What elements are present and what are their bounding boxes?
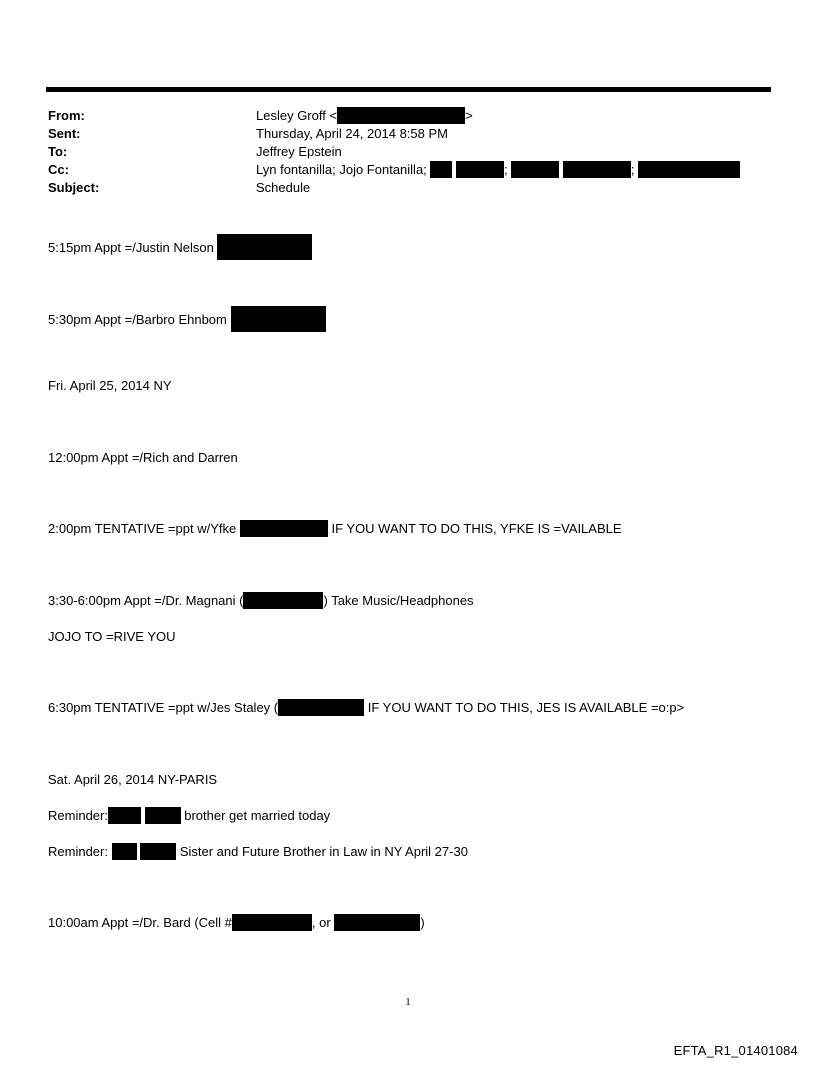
to-value: Jeffrey Epstein — [256, 144, 342, 159]
redaction-box — [140, 843, 176, 860]
line-text: Sister and Future Brother in Law in NY April 27-30 — [179, 844, 468, 859]
line-text: 10:00am Appt =/Dr. Bard (Cell # — [48, 915, 232, 930]
body-line — [48, 699, 684, 717]
sent-value: Thursday, April 24, 2014 8:58 PM — [256, 126, 448, 141]
line-text: 5:30pm Appt =/Barbro Ehnbom — [48, 312, 227, 327]
from-label: From: — [48, 108, 85, 123]
body-line — [48, 807, 330, 825]
redaction-box — [145, 807, 181, 824]
redaction-box — [334, 914, 420, 931]
to-label: To: — [48, 144, 68, 159]
body-line: Sat. April 26, 2014 NY-PARIS — [48, 772, 218, 787]
line-text: 5:15pm Appt =/Justin Nelson — [48, 240, 214, 255]
redaction-box — [232, 914, 312, 931]
line-text: IF YOU WANT TO DO THIS, JES IS AVAILABLE =o:p> — [367, 700, 685, 715]
redaction-box — [217, 234, 312, 260]
line-text: Reminder: — [48, 808, 108, 823]
redaction-box — [511, 161, 559, 178]
document-id: EFTA_R1_01401084 — [673, 1043, 798, 1058]
header-rule — [46, 87, 771, 92]
redaction-box — [430, 161, 452, 178]
redaction-box — [108, 807, 141, 824]
line-text: , or — [311, 915, 331, 930]
subject-label: Subject: — [48, 180, 100, 195]
redaction-box — [638, 161, 660, 178]
from-name: Lesley Groff < — [256, 108, 338, 123]
line-text: ) — [420, 915, 425, 930]
body-line — [48, 592, 474, 610]
body-line — [48, 306, 326, 332]
body-line — [48, 843, 468, 861]
redaction-box — [278, 699, 364, 716]
cc-sep: ; — [630, 162, 635, 177]
body-line — [48, 234, 312, 260]
redaction-box — [456, 161, 504, 178]
body-line — [48, 914, 425, 932]
subject-value: Schedule — [256, 180, 311, 195]
sent-label: Sent: — [48, 126, 81, 141]
line-text: 2:00pm TENTATIVE =ppt w/Yfke — [48, 521, 237, 536]
redaction-box — [337, 107, 465, 124]
body-line — [48, 520, 622, 538]
body-line: JOJO TO =RIVE YOU — [48, 629, 176, 644]
page-number: 1 — [405, 996, 411, 1008]
from-value — [256, 107, 473, 125]
cc-sep: ; — [504, 162, 508, 177]
cc-label: Cc: — [48, 162, 69, 177]
line-text: IF YOU WANT TO DO THIS, YFKE IS =VAILABLE — [331, 521, 622, 536]
body-line: 12:00pm Appt =/Rich and Darren — [48, 450, 238, 465]
from-suffix: > — [465, 108, 473, 123]
redaction-box — [240, 520, 328, 537]
cc-value — [256, 161, 740, 179]
body-line: Fri. April 25, 2014 NY — [48, 378, 172, 393]
line-text: brother get married today — [184, 808, 331, 823]
redaction-box — [231, 306, 326, 332]
line-text: ) Take Music/Headphones — [323, 593, 474, 608]
cc-names: Lyn fontanilla; Jojo Fontanilla; — [256, 162, 427, 177]
line-text: 3:30-6:00pm Appt =/Dr. Magnani ( — [48, 593, 244, 608]
line-text: Reminder: — [48, 844, 108, 859]
redaction-box — [563, 161, 631, 178]
line-text: 6:30pm TENTATIVE =ppt w/Jes Staley ( — [48, 700, 279, 715]
redaction-box — [243, 592, 323, 609]
redaction-box — [660, 161, 740, 178]
redaction-box — [112, 843, 137, 860]
